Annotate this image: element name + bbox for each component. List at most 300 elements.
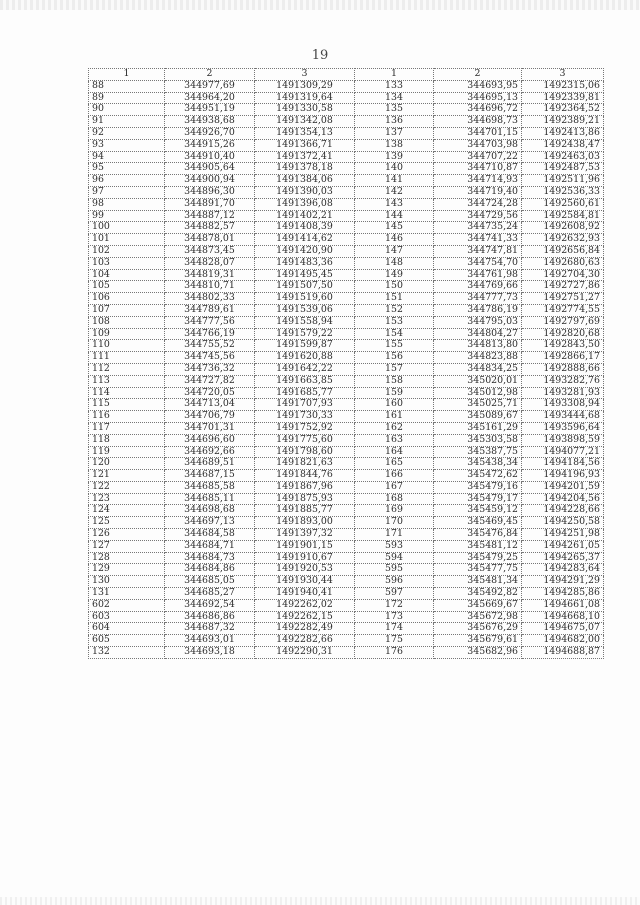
table-cell: 158 bbox=[355, 375, 434, 387]
table-cell: 344741,33 bbox=[434, 234, 522, 246]
table-cell: 104 bbox=[89, 269, 165, 281]
table-cell: 130 bbox=[89, 576, 165, 588]
table-cell: 1491319,64 bbox=[255, 92, 355, 104]
table-cell: 344754,70 bbox=[434, 257, 522, 269]
table-cell: 1491685,77 bbox=[255, 387, 355, 399]
table-cell: 1491663,85 bbox=[255, 375, 355, 387]
table-cell: 115 bbox=[89, 399, 165, 411]
table-row bbox=[89, 529, 604, 541]
table-cell: 344873,45 bbox=[165, 245, 255, 257]
table-cell: 344727,82 bbox=[165, 375, 255, 387]
table-row bbox=[89, 222, 604, 234]
table-cell: 1491397,32 bbox=[255, 529, 355, 541]
table-cell: 91 bbox=[89, 116, 165, 128]
header-y-left: 3 bbox=[255, 69, 355, 81]
table-cell: 1494682,00 bbox=[522, 635, 604, 647]
table-cell: 1491642,22 bbox=[255, 363, 355, 375]
table-cell: 1494661,08 bbox=[522, 599, 604, 611]
table-cell: 344696,72 bbox=[434, 104, 522, 116]
table-cell: 108 bbox=[89, 316, 165, 328]
table-cell: 129 bbox=[89, 564, 165, 576]
table-cell: 1492262,15 bbox=[255, 611, 355, 623]
table-row bbox=[89, 493, 604, 505]
table-row bbox=[89, 163, 604, 175]
table-cell: 345472,62 bbox=[434, 470, 522, 482]
table-cell: 1494228,66 bbox=[522, 505, 604, 517]
table-cell: 344693,01 bbox=[165, 635, 255, 647]
table-cell: 1494291,29 bbox=[522, 576, 604, 588]
table-cell: 121 bbox=[89, 470, 165, 482]
table-cell: 123 bbox=[89, 493, 165, 505]
table-cell: 604 bbox=[89, 623, 165, 635]
table-cell: 1492888,66 bbox=[522, 363, 604, 375]
table-cell: 145 bbox=[355, 222, 434, 234]
table-cell: 1492438,47 bbox=[522, 139, 604, 151]
table-row bbox=[89, 481, 604, 493]
table-row bbox=[89, 175, 604, 187]
page-number: 19 bbox=[311, 48, 329, 63]
table-cell: 131 bbox=[89, 588, 165, 600]
table-row bbox=[89, 399, 604, 411]
table-cell: 344685,58 bbox=[165, 481, 255, 493]
table-cell: 344719,40 bbox=[434, 186, 522, 198]
table-cell: 1492282,49 bbox=[255, 623, 355, 635]
table-cell: 1492364,52 bbox=[522, 104, 604, 116]
table-cell: 99 bbox=[89, 210, 165, 222]
table-cell: 151 bbox=[355, 293, 434, 305]
table-cell: 344951,19 bbox=[165, 104, 255, 116]
table-row bbox=[89, 186, 604, 198]
table-cell: 96 bbox=[89, 175, 165, 187]
table-cell: 133 bbox=[355, 80, 434, 92]
table-cell: 150 bbox=[355, 281, 434, 293]
table-cell: 1491342,08 bbox=[255, 116, 355, 128]
table-cell: 175 bbox=[355, 635, 434, 647]
table-cell: 138 bbox=[355, 139, 434, 151]
table-cell: 344777,73 bbox=[434, 293, 522, 305]
table-cell: 344698,68 bbox=[165, 505, 255, 517]
table-row bbox=[89, 328, 604, 340]
table-cell: 1492290,31 bbox=[255, 647, 355, 659]
table-row bbox=[89, 352, 604, 364]
table-cell: 344887,12 bbox=[165, 210, 255, 222]
table-cell: 344736,32 bbox=[165, 363, 255, 375]
table-cell: 106 bbox=[89, 293, 165, 305]
table-cell: 141 bbox=[355, 175, 434, 187]
table-cell: 132 bbox=[89, 647, 165, 659]
table-cell: 120 bbox=[89, 458, 165, 470]
table-cell: 1492282,66 bbox=[255, 635, 355, 647]
table-row bbox=[89, 293, 604, 305]
table-cell: 1492866,17 bbox=[522, 352, 604, 364]
table-cell: 1491579,22 bbox=[255, 328, 355, 340]
table-cell: 1492608,92 bbox=[522, 222, 604, 234]
table-cell: 105 bbox=[89, 281, 165, 293]
table-cell: 344729,56 bbox=[434, 210, 522, 222]
table-cell: 142 bbox=[355, 186, 434, 198]
table-cell: 1491798,60 bbox=[255, 446, 355, 458]
table-cell: 1494251,98 bbox=[522, 529, 604, 541]
table-cell: 174 bbox=[355, 623, 434, 635]
table-cell: 344707,22 bbox=[434, 151, 522, 163]
table-cell: 157 bbox=[355, 363, 434, 375]
table-cell: 1494668,10 bbox=[522, 611, 604, 623]
table-cell: 344766,19 bbox=[165, 328, 255, 340]
table-cell: 345672,98 bbox=[434, 611, 522, 623]
table-cell: 344891,70 bbox=[165, 198, 255, 210]
table-cell: 344819,31 bbox=[165, 269, 255, 281]
table-cell: 344720,05 bbox=[165, 387, 255, 399]
table-cell: 1491507,50 bbox=[255, 281, 355, 293]
table-cell: 1493444,68 bbox=[522, 411, 604, 423]
table-cell: 112 bbox=[89, 363, 165, 375]
table-cell: 94 bbox=[89, 151, 165, 163]
table-cell: 1492797,69 bbox=[522, 316, 604, 328]
table-cell: 1491821,63 bbox=[255, 458, 355, 470]
table-cell: 344686,86 bbox=[165, 611, 255, 623]
table-row bbox=[89, 116, 604, 128]
table-cell: 1491483,36 bbox=[255, 257, 355, 269]
table-row bbox=[89, 151, 604, 163]
table-cell: 1494196,93 bbox=[522, 470, 604, 482]
table-cell: 1491620,88 bbox=[255, 352, 355, 364]
table-cell: 344823,88 bbox=[434, 352, 522, 364]
table-cell: 110 bbox=[89, 340, 165, 352]
table-row bbox=[89, 505, 604, 517]
table-row bbox=[89, 611, 604, 623]
table-cell: 344684,86 bbox=[165, 564, 255, 576]
table-cell: 147 bbox=[355, 245, 434, 257]
table-cell: 1491599,87 bbox=[255, 340, 355, 352]
table-cell: 1492584,81 bbox=[522, 210, 604, 222]
table-cell: 345669,67 bbox=[434, 599, 522, 611]
table-cell: 127 bbox=[89, 540, 165, 552]
table-cell: 143 bbox=[355, 198, 434, 210]
table-cell: 156 bbox=[355, 352, 434, 364]
table-row bbox=[89, 422, 604, 434]
table-cell: 95 bbox=[89, 163, 165, 175]
table-cell: 1491940,41 bbox=[255, 588, 355, 600]
table-cell: 345479,16 bbox=[434, 481, 522, 493]
table-cell: 1491330,58 bbox=[255, 104, 355, 116]
table-cell: 345459,12 bbox=[434, 505, 522, 517]
table-cell: 118 bbox=[89, 434, 165, 446]
table-cell: 98 bbox=[89, 198, 165, 210]
table-cell: 93 bbox=[89, 139, 165, 151]
table-cell: 111 bbox=[89, 352, 165, 364]
table-cell: 136 bbox=[355, 116, 434, 128]
table-cell: 161 bbox=[355, 411, 434, 423]
table-cell: 160 bbox=[355, 399, 434, 411]
table-cell: 1491378,18 bbox=[255, 163, 355, 175]
table-row bbox=[89, 540, 604, 552]
table-cell: 1492632,93 bbox=[522, 234, 604, 246]
table-cell: 344685,05 bbox=[165, 576, 255, 588]
table-cell: 159 bbox=[355, 387, 434, 399]
table-row bbox=[89, 363, 604, 375]
table-cell: 344684,58 bbox=[165, 529, 255, 541]
table-cell: 144 bbox=[355, 210, 434, 222]
table-cell: 345012,98 bbox=[434, 387, 522, 399]
table-cell: 345476,84 bbox=[434, 529, 522, 541]
table-cell: 1492680,63 bbox=[522, 257, 604, 269]
table-cell: 344977,69 bbox=[165, 80, 255, 92]
table-row bbox=[89, 470, 604, 482]
table-cell: 602 bbox=[89, 599, 165, 611]
table-cell: 165 bbox=[355, 458, 434, 470]
table-row bbox=[89, 304, 604, 316]
table-cell: 152 bbox=[355, 304, 434, 316]
table-cell: 1492820,68 bbox=[522, 328, 604, 340]
table-cell: 1491309,29 bbox=[255, 80, 355, 92]
table-cell: 344685,27 bbox=[165, 588, 255, 600]
table-cell: 149 bbox=[355, 269, 434, 281]
table-cell: 1493281,93 bbox=[522, 387, 604, 399]
table-cell: 344804,27 bbox=[434, 328, 522, 340]
table-cell: 345479,17 bbox=[434, 493, 522, 505]
table-cell: 173 bbox=[355, 611, 434, 623]
table-cell: 89 bbox=[89, 92, 165, 104]
table-cell: 103 bbox=[89, 257, 165, 269]
table-cell: 345676,29 bbox=[434, 623, 522, 635]
table-cell: 172 bbox=[355, 599, 434, 611]
table-cell: 113 bbox=[89, 375, 165, 387]
table-cell: 1492511,96 bbox=[522, 175, 604, 187]
table-cell: 344905,64 bbox=[165, 163, 255, 175]
table-cell: 88 bbox=[89, 80, 165, 92]
table-cell: 140 bbox=[355, 163, 434, 175]
scan-bottom-edge bbox=[0, 897, 640, 905]
table-cell: 1491519,60 bbox=[255, 293, 355, 305]
table-cell: 155 bbox=[355, 340, 434, 352]
table-cell: 1492487,53 bbox=[522, 163, 604, 175]
table-cell: 344698,73 bbox=[434, 116, 522, 128]
table-cell: 1494261,05 bbox=[522, 540, 604, 552]
table-row bbox=[89, 198, 604, 210]
table-cell: 154 bbox=[355, 328, 434, 340]
table-cell: 1494184,56 bbox=[522, 458, 604, 470]
table-cell: 344813,80 bbox=[434, 340, 522, 352]
table-cell: 345492,82 bbox=[434, 588, 522, 600]
coordinates-table bbox=[88, 68, 604, 659]
table-cell: 139 bbox=[355, 151, 434, 163]
table-cell: 109 bbox=[89, 328, 165, 340]
table-cell: 344900,94 bbox=[165, 175, 255, 187]
table-cell: 128 bbox=[89, 552, 165, 564]
table-cell: 344687,15 bbox=[165, 470, 255, 482]
table-cell: 117 bbox=[89, 422, 165, 434]
header-y-right: 3 bbox=[522, 69, 604, 81]
table-cell: 1493898,59 bbox=[522, 434, 604, 446]
table-cell: 345679,61 bbox=[434, 635, 522, 647]
table-cell: 176 bbox=[355, 647, 434, 659]
table-cell: 344802,33 bbox=[165, 293, 255, 305]
table-cell: 1491408,39 bbox=[255, 222, 355, 234]
table-cell: 1491414,62 bbox=[255, 234, 355, 246]
table-cell: 1492751,27 bbox=[522, 293, 604, 305]
table-cell: 167 bbox=[355, 481, 434, 493]
table-cell: 1491910,67 bbox=[255, 552, 355, 564]
table-cell: 168 bbox=[355, 493, 434, 505]
table-cell: 146 bbox=[355, 234, 434, 246]
table-cell: 1491366,71 bbox=[255, 139, 355, 151]
table-cell: 1491752,92 bbox=[255, 422, 355, 434]
table-cell: 344882,57 bbox=[165, 222, 255, 234]
table-cell: 344878,01 bbox=[165, 234, 255, 246]
table-row bbox=[89, 257, 604, 269]
table-cell: 1492727,86 bbox=[522, 281, 604, 293]
table-cell: 344696,60 bbox=[165, 434, 255, 446]
table-cell: 344786,19 bbox=[434, 304, 522, 316]
table-cell: 344713,04 bbox=[165, 399, 255, 411]
table-row bbox=[89, 245, 604, 257]
table-cell: 345387,75 bbox=[434, 446, 522, 458]
table-cell: 345089,67 bbox=[434, 411, 522, 423]
table-cell: 1491867,96 bbox=[255, 481, 355, 493]
table-cell: 1492315,06 bbox=[522, 80, 604, 92]
table-cell: 1492339,81 bbox=[522, 92, 604, 104]
header-point-number-right: 1 bbox=[355, 69, 434, 81]
table-cell: 164 bbox=[355, 446, 434, 458]
table-cell: 344689,51 bbox=[165, 458, 255, 470]
table-cell: 1492262,02 bbox=[255, 599, 355, 611]
table-cell: 345469,45 bbox=[434, 517, 522, 529]
table-cell: 344706,79 bbox=[165, 411, 255, 423]
table-row bbox=[89, 552, 604, 564]
table-cell: 134 bbox=[355, 92, 434, 104]
table-cell: 597 bbox=[355, 588, 434, 600]
table-cell: 1491844,76 bbox=[255, 470, 355, 482]
table-cell: 1491930,44 bbox=[255, 576, 355, 588]
table-cell: 595 bbox=[355, 564, 434, 576]
table-cell: 605 bbox=[89, 635, 165, 647]
table-row bbox=[89, 104, 604, 116]
table-cell: 344828,07 bbox=[165, 257, 255, 269]
table-cell: 1493308,94 bbox=[522, 399, 604, 411]
table-row bbox=[89, 269, 604, 281]
table-cell: 1491901,15 bbox=[255, 540, 355, 552]
table-row bbox=[89, 127, 604, 139]
table-cell: 92 bbox=[89, 127, 165, 139]
table-row bbox=[89, 411, 604, 423]
header-x-left: 2 bbox=[165, 69, 255, 81]
table-cell: 1491707,93 bbox=[255, 399, 355, 411]
table-cell: 345025,71 bbox=[434, 399, 522, 411]
table-cell: 1492774,55 bbox=[522, 304, 604, 316]
table-cell: 344938,68 bbox=[165, 116, 255, 128]
table-cell: 344777,56 bbox=[165, 316, 255, 328]
table-cell: 344684,73 bbox=[165, 552, 255, 564]
table-cell: 344910,40 bbox=[165, 151, 255, 163]
table-row bbox=[89, 139, 604, 151]
table-cell: 148 bbox=[355, 257, 434, 269]
table-cell: 345682,96 bbox=[434, 647, 522, 659]
table-cell: 1491384,06 bbox=[255, 175, 355, 187]
table-cell: 1494201,59 bbox=[522, 481, 604, 493]
table-cell: 101 bbox=[89, 234, 165, 246]
table-cell: 90 bbox=[89, 104, 165, 116]
table-cell: 1492843,50 bbox=[522, 340, 604, 352]
table-cell: 344789,61 bbox=[165, 304, 255, 316]
table-cell: 344693,95 bbox=[434, 80, 522, 92]
table-cell: 1491354,13 bbox=[255, 127, 355, 139]
table-row bbox=[89, 588, 604, 600]
table-row bbox=[89, 458, 604, 470]
table-cell: 603 bbox=[89, 611, 165, 623]
table-cell: 345438,34 bbox=[434, 458, 522, 470]
header-x-right: 2 bbox=[434, 69, 522, 81]
table-row bbox=[89, 281, 604, 293]
table-cell: 1494077,21 bbox=[522, 446, 604, 458]
table-cell: 1494250,58 bbox=[522, 517, 604, 529]
table-row bbox=[89, 316, 604, 328]
table-cell: 126 bbox=[89, 529, 165, 541]
table-cell: 137 bbox=[355, 127, 434, 139]
table-row bbox=[89, 564, 604, 576]
table-cell: 1492560,61 bbox=[522, 198, 604, 210]
table-cell: 1491885,77 bbox=[255, 505, 355, 517]
table-cell: 344684,71 bbox=[165, 540, 255, 552]
table-cell: 344692,66 bbox=[165, 446, 255, 458]
table-cell: 1492536,33 bbox=[522, 186, 604, 198]
table-row bbox=[89, 446, 604, 458]
table-cell: 344896,30 bbox=[165, 186, 255, 198]
table-cell: 1494285,86 bbox=[522, 588, 604, 600]
table-cell: 1491372,41 bbox=[255, 151, 355, 163]
table-cell: 124 bbox=[89, 505, 165, 517]
table-cell: 1493282,76 bbox=[522, 375, 604, 387]
table-cell: 344697,13 bbox=[165, 517, 255, 529]
table-cell: 1491402,21 bbox=[255, 210, 355, 222]
table-cell: 1491396,08 bbox=[255, 198, 355, 210]
table-cell: 344714,93 bbox=[434, 175, 522, 187]
table-row bbox=[89, 623, 604, 635]
table-cell: 344724,28 bbox=[434, 198, 522, 210]
table-cell: 344834,25 bbox=[434, 363, 522, 375]
table-cell: 593 bbox=[355, 540, 434, 552]
table-row bbox=[89, 210, 604, 222]
table-cell: 1491920,53 bbox=[255, 564, 355, 576]
table-cell: 1491875,93 bbox=[255, 493, 355, 505]
table-cell: 1493596,64 bbox=[522, 422, 604, 434]
table-cell: 345020,01 bbox=[434, 375, 522, 387]
table-cell: 1491539,06 bbox=[255, 304, 355, 316]
table-cell: 344747,81 bbox=[434, 245, 522, 257]
table-cell: 119 bbox=[89, 446, 165, 458]
table-cell: 1494265,37 bbox=[522, 552, 604, 564]
table-cell: 344761,98 bbox=[434, 269, 522, 281]
table-cell: 125 bbox=[89, 517, 165, 529]
table-cell: 345481,34 bbox=[434, 576, 522, 588]
table-row bbox=[89, 375, 604, 387]
table-cell: 344964,20 bbox=[165, 92, 255, 104]
table-cell: 344795,03 bbox=[434, 316, 522, 328]
table-row bbox=[89, 234, 604, 246]
table-cell: 344710,87 bbox=[434, 163, 522, 175]
table-cell: 102 bbox=[89, 245, 165, 257]
table-cell: 1491390,03 bbox=[255, 186, 355, 198]
table-cell: 1491558,94 bbox=[255, 316, 355, 328]
table-row bbox=[89, 517, 604, 529]
table-cell: 1491495,45 bbox=[255, 269, 355, 281]
table-cell: 1492656,84 bbox=[522, 245, 604, 257]
table-cell: 344695,13 bbox=[434, 92, 522, 104]
table-row bbox=[89, 635, 604, 647]
table-cell: 345477,75 bbox=[434, 564, 522, 576]
table-cell: 1491893,00 bbox=[255, 517, 355, 529]
table-cell: 344685,11 bbox=[165, 493, 255, 505]
table-cell: 107 bbox=[89, 304, 165, 316]
